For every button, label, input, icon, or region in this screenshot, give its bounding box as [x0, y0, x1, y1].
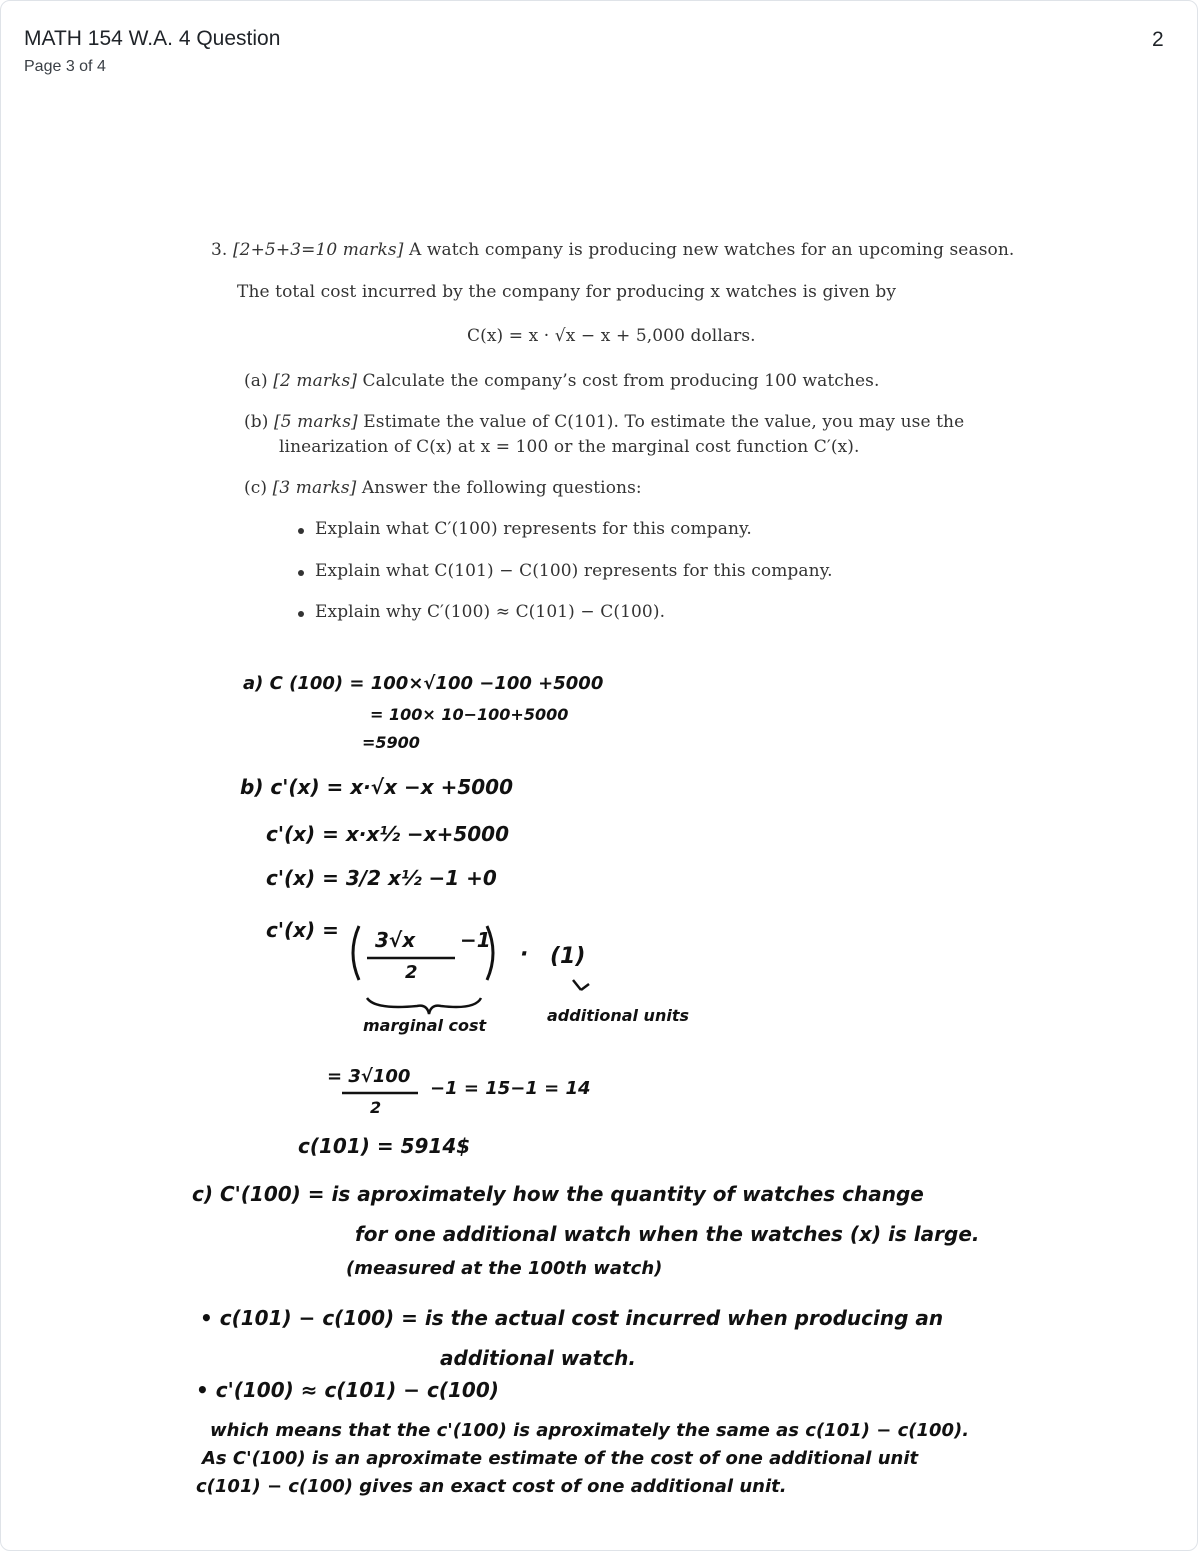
calc-rest: −1 = 15−1 = 14 — [430, 1078, 591, 1099]
part-b-text1: Estimate the value of C(101). To estimate the value, you may use the — [363, 412, 965, 432]
answer-b-line2: c'(x) = x·x½ −x+5000 — [266, 822, 509, 846]
answer-a-line2: = 100× 10−100+5000 — [370, 705, 569, 724]
question-marks: [2+5+3=10 marks] — [232, 240, 404, 260]
bullet-item: Explain why C′(100) ≈ C(101) − C(100). — [315, 602, 666, 622]
answer-c-line8: As C'(100) is an aproximate estimate of the cost of one additional unit — [202, 1448, 919, 1469]
answer-a-line3: =5900 — [362, 733, 420, 752]
frac-numerator: 3√x — [375, 928, 416, 952]
one-unit: (1) — [550, 944, 586, 969]
calc-numerator: = 3√100 — [327, 1066, 411, 1087]
bullet-dot — [298, 611, 304, 617]
score-value: 2 — [1152, 28, 1164, 51]
part-c-marks: [3 marks] — [272, 478, 357, 498]
question-line2: The total cost incurred by the company for producing x watches is given by — [237, 282, 897, 302]
part-a-marks: [2 marks] — [273, 371, 358, 391]
answer-c-line4: • c(101) − c(100) = is the actual cost incurred when producing an — [200, 1306, 944, 1330]
part-c-label: (c) — [244, 478, 268, 498]
part-b — [244, 412, 964, 432]
answer-b-line4: c'(x) = — [266, 918, 339, 942]
times-dot: · — [520, 942, 529, 967]
answer-a-line1: a) C (100) = 100×√100 −100 +5000 — [243, 673, 604, 694]
answer-c-line2: for one additional watch when the watches (x) is large. — [355, 1222, 980, 1246]
bullet-item: Explain what C(101) − C(100) represents for this company. — [315, 561, 833, 581]
frac-denominator: 2 — [405, 962, 418, 983]
bullet-item: Explain what C′(100) represents for this company. — [315, 519, 752, 539]
frac-minus-one: −1 — [460, 928, 491, 952]
part-b-marks: [5 marks] — [273, 412, 358, 432]
part-a — [244, 371, 879, 391]
page-indicator: Page 3 of 4 — [24, 58, 106, 75]
answer-c-line5: additional watch. — [440, 1346, 636, 1370]
question-intro: A watch company is producing new watches for an upcoming season. — [408, 240, 1015, 260]
answer-c-line7: which means that the c'(100) is aproximately the same as c(101) − c(100). — [210, 1420, 970, 1441]
part-c-text: Answer the following questions: — [361, 478, 642, 498]
answer-c-line1: c) C'(100) = is aproximately how the quantity of watches change — [192, 1182, 924, 1206]
answer-b-result: c(101) = 5914$ — [298, 1134, 471, 1158]
answer-c-line6: • c'(100) ≈ c(101) − c(100) — [196, 1378, 499, 1402]
answer-c-line3: (measured at the 100th watch) — [346, 1258, 663, 1279]
document-title: MATH 154 W.A. 4 Question — [24, 27, 281, 50]
question-number: 3. — [211, 240, 228, 260]
question-header — [211, 240, 1014, 260]
part-b-label: (b) — [244, 412, 269, 432]
label-additional-units: additional units — [547, 1006, 689, 1025]
bullet-dot — [298, 528, 304, 534]
bullet-dot — [298, 570, 304, 576]
answer-b-line3: c'(x) = 3/2 x½ −1 +0 — [266, 866, 497, 890]
calc-denominator: 2 — [370, 1098, 382, 1117]
part-a-text: Calculate the company’s cost from producing 100 watches. — [362, 371, 880, 391]
label-marginal-cost: marginal cost — [363, 1016, 487, 1035]
part-c — [244, 478, 642, 498]
answer-c-line9: c(101) − c(100) gives an exact cost of one additional unit. — [196, 1476, 787, 1497]
cost-formula: C(x) = x · √x − x + 5,000 dollars. — [467, 326, 756, 346]
calc-fraction-bar — [340, 1090, 420, 1096]
part-a-label: (a) — [244, 371, 268, 391]
answer-b-line1: b) c'(x) = x·√x −x +5000 — [240, 775, 514, 799]
part-b-text2: linearization of C(x) at x = 100 or the marginal cost function C′(x). — [279, 437, 860, 457]
